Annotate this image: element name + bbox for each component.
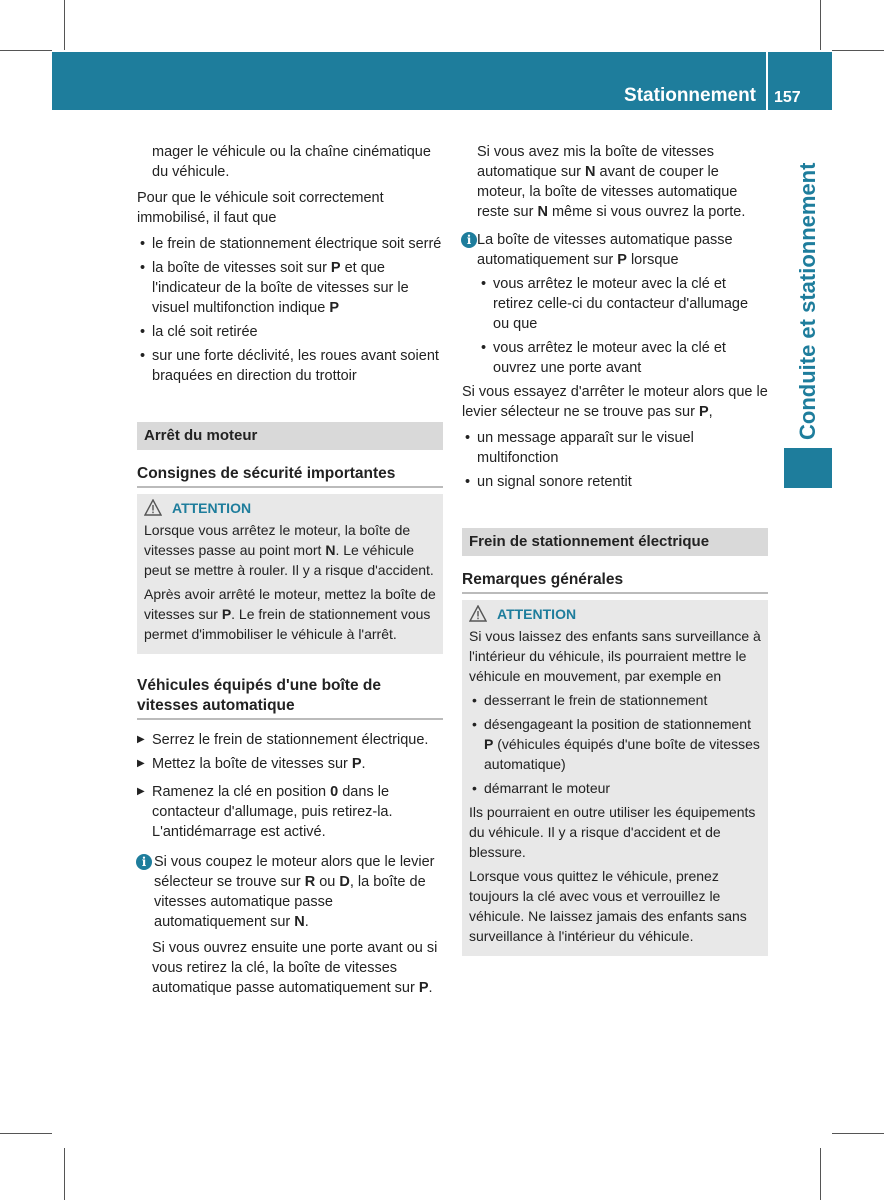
section-heading: Frein de stationnement électrique [462,528,768,556]
subheading: Remarques générales [462,570,768,594]
warning-text: Après avoir arrêté le moteur, mettez la boîte de vitesses sur P. Le frein de stationnement vous permet d'immobiliser le véhicule à l'arrêt. [144,586,436,642]
subheading: Véhicules équipés d'une boîte de vitesses automatique [137,676,443,720]
page-number: 157 [774,89,801,106]
crop-mark [820,1148,821,1200]
warning-title: ATTENTION [144,498,436,518]
info-icon: i [136,854,152,870]
instruction-step: ▶ Serrez le frein de stationnement électrique. [137,730,443,750]
list-item: • sur une forte déclivité, les roues avant soient braquées en direction du trottoir [137,346,443,386]
crop-mark [0,50,52,51]
list-item: • un signal sonore retentit [462,472,768,492]
crop-mark [0,1133,52,1134]
chapter-tab-marker [784,448,832,488]
info-icon: i [461,232,477,248]
list-item: • la boîte de vitesses soit sur P et que l'indicateur de la boîte de vitesses sur le visuel multifonction indique P [137,258,443,318]
paragraph: Si vous ouvrez ensuite une porte avant ou si vous retirez la clé, la boîte de vitesses automatique passe automatiquement sur P. [152,940,438,996]
page-title: Stationnement [624,85,756,106]
header-divider [766,52,768,110]
paragraph: Si vous essayez d'arrêter le moteur alors que le levier sélecteur ne se trouve pas sur P, [462,384,768,420]
crop-mark [832,1133,884,1134]
list-item: • un message apparaît sur le visuel multifonction [462,428,768,468]
crop-mark [64,0,65,50]
warning-text: Ils pourraient en outre utiliser les équipements du véhicule. Il y a risque d'accident et de blessure. [469,804,756,860]
chapter-tab [784,140,832,440]
instruction-step: ▶ Mettez la boîte de vitesses sur P. [137,754,443,774]
warning-title: ATTENTION [469,604,761,624]
list-item: • démarrant le moteur [469,778,761,798]
list-item: • désengageant la position de stationnement P (véhicules équipés d'une boîte de vitesses automatique) [469,714,761,774]
list-item: • le frein de stationnement électrique soit serré [137,234,443,254]
crop-mark [832,50,884,51]
column-left [137,142,443,1004]
warning-text: Si vous laissez des enfants sans surveillance à l'intérieur du véhicule, ils pourraient mettre le véhicule en mouvement, par exemple en [469,628,761,684]
paragraph: mager le véhicule ou la chaîne cinématique du véhicule. [152,144,431,180]
list-item: • la clé soit retirée [137,322,443,342]
list-item: • vous arrêtez le moteur avec la clé et ouvrez une porte avant [462,338,768,378]
chapter-tab-label: Conduite et stationnement [795,162,820,440]
list-item: • desserrant le frein de stationnement [469,690,761,710]
paragraph: Si vous avez mis la boîte de vitesses automatique sur N avant de couper le moteur, la boîte de vitesses automatique reste sur N même si vous ouvrez la porte. [477,144,746,220]
info-note: i Si vous coupez le moteur alors que le levier sélecteur se trouve sur R ou D, la boîte de vitesses automatique passe automatiquement sur N. [137,852,443,932]
list-item: • vous arrêtez le moteur avec la clé et retirez celle-ci du contacteur d'allumage ou que [462,274,768,334]
section-heading: Arrêt du moteur [137,422,443,450]
warning-triangle-icon [469,605,487,623]
warning-triangle-icon [144,499,162,517]
warning-box [137,494,443,654]
column-right [462,142,768,956]
paragraph: Pour que le véhicule soit correctement immobilisé, il faut que [137,190,384,226]
info-note: i La boîte de vitesses automatique passe automatiquement sur P lorsque [462,230,768,270]
crop-mark [820,0,821,50]
crop-mark [64,1148,65,1200]
warning-text: Lorsque vous quittez le véhicule, prenez toujours la clé avec vous et verrouillez le véhicule. Ne laissez jamais des enfants sans surveillance à l'intérieur du véhicule. [469,868,747,944]
warning-text: Lorsque vous arrêtez le moteur, la boîte de vitesses passe au point mort N. Le véhicule peut se mettre à rouler. Il y a risque d'accident. [144,522,434,578]
subheading: Consignes de sécurité importantes [137,464,443,488]
instruction-step: ▶ Ramenez la clé en position 0 dans le contacteur d'allumage, puis retirez-la. L'antidémarrage est activé. [137,782,443,842]
warning-box [462,600,768,956]
